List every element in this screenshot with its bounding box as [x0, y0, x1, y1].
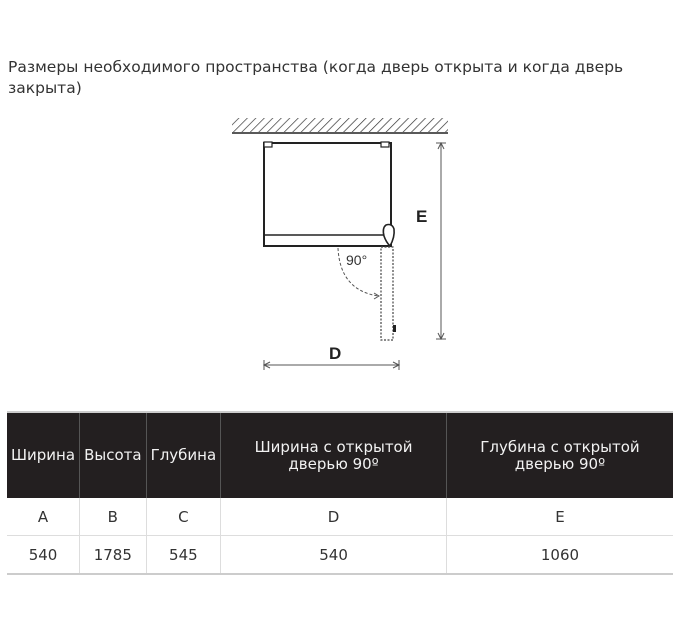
- table-header-row: [7, 412, 673, 498]
- value-cell: 540: [7, 536, 80, 575]
- letter-cell: E: [446, 498, 673, 536]
- value-cell: 1785: [80, 536, 147, 575]
- angle-label: 90°: [346, 252, 368, 268]
- header-width-open: Ширина с открытой дверью 90º: [221, 412, 447, 498]
- dimensions-table: [7, 411, 673, 575]
- spacer-left: [264, 142, 272, 147]
- value-cell: 545: [146, 536, 221, 575]
- letter-cell: B: [80, 498, 147, 536]
- fridge-body: [264, 143, 391, 246]
- spacer-right: [381, 142, 389, 147]
- letter-cell: C: [146, 498, 221, 536]
- header-depth-open: Глубина с открытой дверью 90º: [446, 412, 673, 498]
- label-d: D: [329, 344, 342, 363]
- header-width: Ширина: [7, 412, 80, 498]
- table-row: [7, 536, 673, 575]
- label-e: E: [416, 207, 428, 226]
- value-cell: 540: [221, 536, 447, 575]
- value-cell: 1060: [446, 536, 673, 575]
- letter-cell: D: [221, 498, 447, 536]
- table-row: [7, 498, 673, 536]
- header-depth: Глубина: [146, 412, 221, 498]
- wall-hatch: [232, 118, 448, 132]
- page-title: Размеры необходимого пространства (когда дверь открыта и когда дверь закрыта): [8, 58, 624, 97]
- open-door: [381, 247, 393, 340]
- letter-cell: A: [7, 498, 80, 536]
- hinge-icon: [383, 225, 394, 247]
- header-height: Высота: [80, 412, 147, 498]
